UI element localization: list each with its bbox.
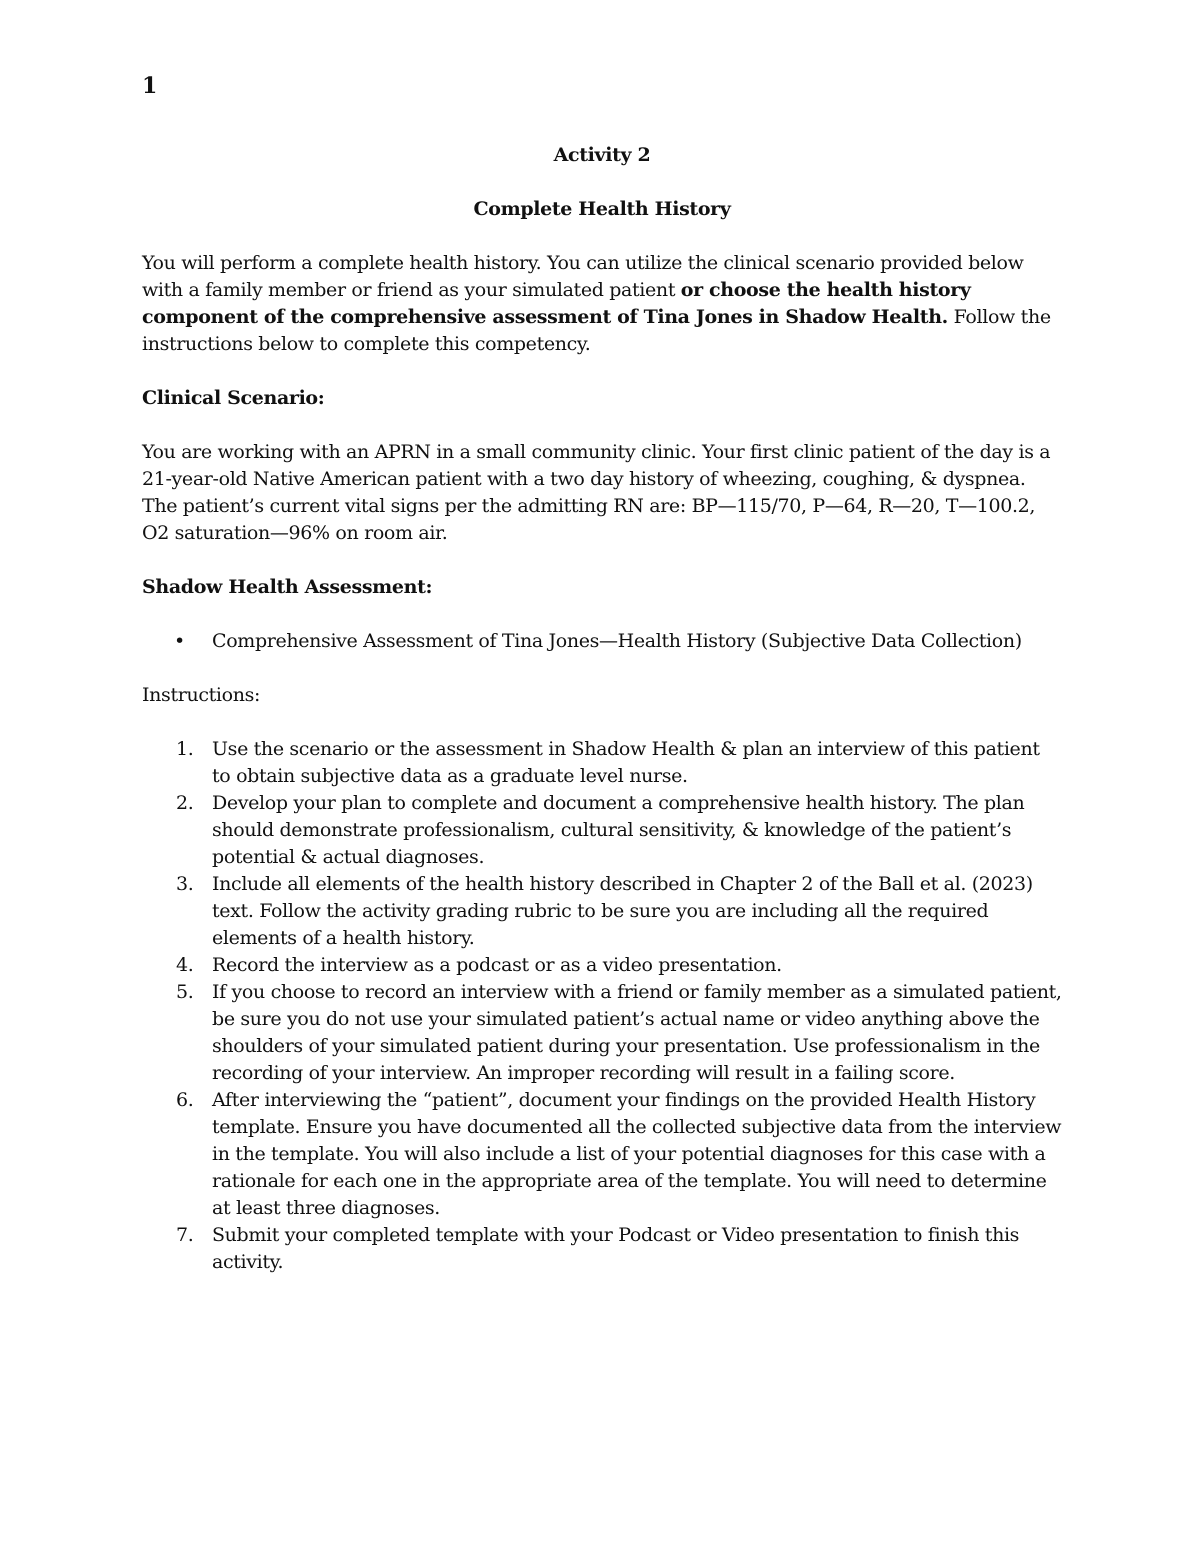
instruction-text: If you choose to record an interview with a friend or family member as a simulated patient, be sure you do not use your simulated patient’s actual name or video anything above the shoulders of your simulated patient during your presentation. Use professionalism in the recording of your interview. An improper recording will result in a failing score. [212,981,1062,1084]
instruction-number: 3. [176,873,194,895]
list-item [142,628,1062,655]
instruction-item [142,790,1062,871]
instruction-item [142,1087,1062,1222]
instruction-item [142,1222,1062,1276]
intro-text-part1: You will perform a complete health history. You can utilize the clinical scenario provided below with a family member or friend as your simulated patient [142,252,1024,301]
instruction-text: Record the interview as a podcast or as a video presentation. [212,954,782,976]
instruction-number: 6. [176,1089,194,1111]
instruction-text: Develop your plan to complete and document a comprehensive health history. The plan should demonstrate professionalism, cultural sensitivity, & knowledge of the patient’s potential & actual diagnoses. [212,792,1025,868]
intro-paragraph [142,250,1062,358]
instruction-number: 5. [176,981,194,1003]
clinical-scenario-heading: Clinical Scenario: [142,387,325,409]
instruction-number: 7. [176,1224,194,1246]
intro-text-bold: or choose the health history component of the comprehensive assessment of Tina Jones in Shadow Health. [142,279,971,328]
instruction-item [142,952,1062,979]
instruction-text: Use the scenario or the assessment in Shadow Health & plan an interview of this patient to obtain subjective data as a graduate level nurse. [212,738,1040,787]
instruction-text: Include all elements of the health history described in Chapter 2 of the Ball et al. (2023) text. Follow the activity grading rubric to be sure you are including all the required elements of a health history. [212,873,1033,949]
instruction-text: After interviewing the “patient”, document your findings on the provided Health History template. Ensure you have documented all the collected subjective data from the interview in the template. You will also include a list of your potential diagnoses for this case with a rationale for each one in the appropriate area of the template. You will need to determine at least three diagnoses. [212,1089,1062,1219]
clinical-scenario-text: You are working with an APRN in a small community clinic. Your first clinic patient of the day is a 21-year-old Native American patient with a two day history of wheezing, coughing, & dyspnea. The patient’s current vital signs per the admitting RN are: BP—115/70, P—64, R—20, T—100.2, O2 saturation—96% on room air. [142,441,1051,544]
shadow-health-list [142,628,1062,655]
document-subtitle: Complete Health History [473,198,731,220]
instruction-number: 2. [176,792,194,814]
instruction-item [142,979,1062,1087]
instruction-item [142,871,1062,952]
instructions-label: Instructions: [142,684,261,706]
document-body [142,142,1062,1276]
instructions-list [142,736,1062,1276]
instruction-item [142,736,1062,790]
intro-text-part2: Follow the instructions below to complete this competency. [142,306,1051,355]
instruction-number: 1. [176,738,194,760]
instruction-text: Submit your completed template with your Podcast or Video presentation to finish this activity. [212,1224,1020,1273]
bullet-icon: • [174,630,185,652]
shadow-health-heading: Shadow Health Assessment: [142,576,433,598]
document-title: Activity 2 [553,144,651,166]
list-item-text: Comprehensive Assessment of Tina Jones—Health History (Subjective Data Collection) [212,630,1022,652]
instruction-number: 4. [176,954,194,976]
page-number: 1 [142,73,158,99]
